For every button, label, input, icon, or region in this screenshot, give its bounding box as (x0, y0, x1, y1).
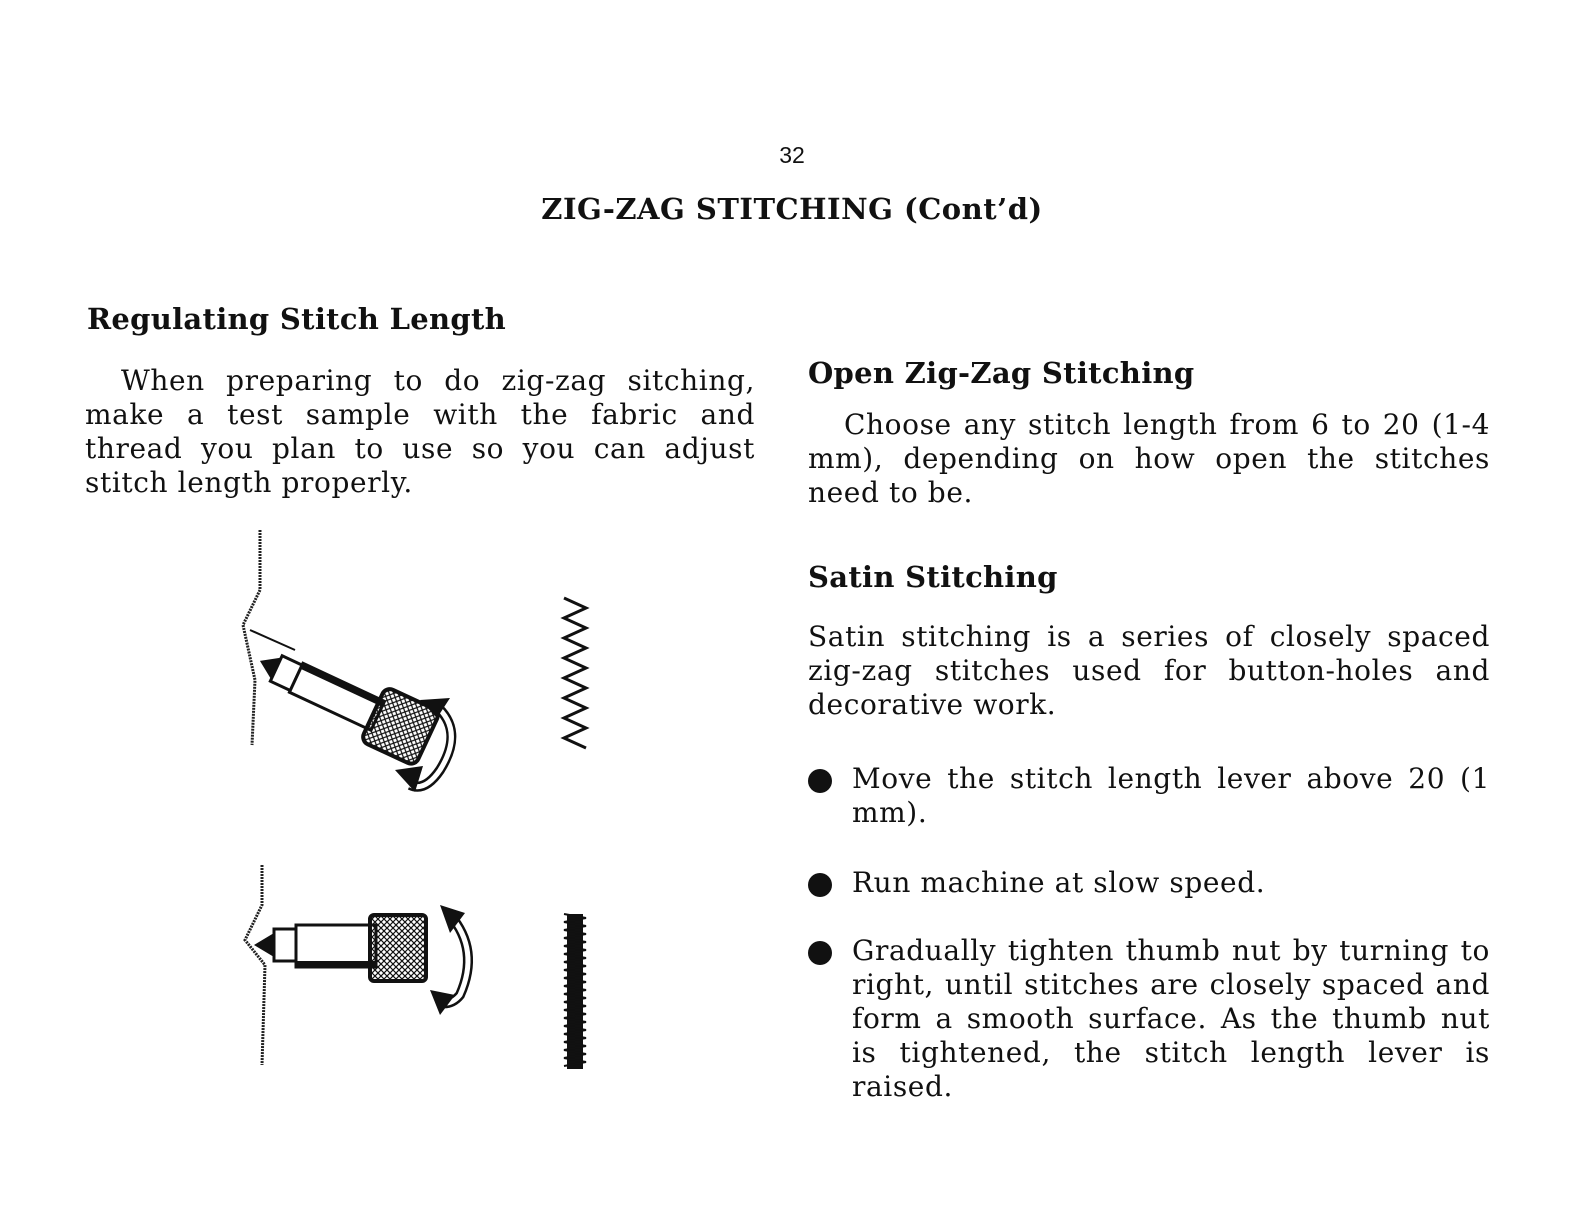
open-zigzag-paragraph: Choose any stitch length from 6 to 20 (1-4 mm), depending on how open the stitches need to be. (808, 408, 1490, 509)
list-item (808, 762, 1490, 830)
satin-paragraph: Satin stitching is a series of closely spaced zig-zag stitches used for button-holes and decorative work. (808, 620, 1490, 721)
page-number: 32 (779, 142, 805, 168)
list-item-text: Move the stitch length lever above 20 (1 mm). (852, 762, 1490, 829)
list-item (808, 866, 1490, 900)
satin-stitch-sample-icon (564, 914, 586, 1069)
open-zigzag-sample-icon (560, 598, 590, 753)
regulating-paragraph: When preparing to do zig-zag sitching, make a test sample with the fabric and thread you plan to use so you can adjust stitch length properly. (85, 364, 755, 499)
list-item-text: Run machine at slow speed. (852, 866, 1266, 899)
bullet-icon (808, 769, 832, 793)
satin-stitching-heading: Satin Stitching (808, 560, 1058, 594)
open-zigzag-heading: Open Zig-Zag Stitching (808, 356, 1195, 390)
page-title: ZIG-ZAG STITCHING (Cont’d) (541, 192, 1043, 226)
list-item-text: Gradually tighten thumb nut by turning to right, until stitches are closely spaced and form a smooth surface. As the thumb nut is tightened, the stitch length lever is raised. (852, 934, 1490, 1103)
regulating-stitch-length-heading: Regulating Stitch Length (87, 302, 507, 336)
thumb-nut-tightened-icon (240, 865, 485, 1070)
bullet-icon (808, 941, 832, 965)
list-item (808, 934, 1490, 1104)
bullet-icon (808, 873, 832, 897)
thumb-nut-loosened-icon (225, 530, 475, 800)
